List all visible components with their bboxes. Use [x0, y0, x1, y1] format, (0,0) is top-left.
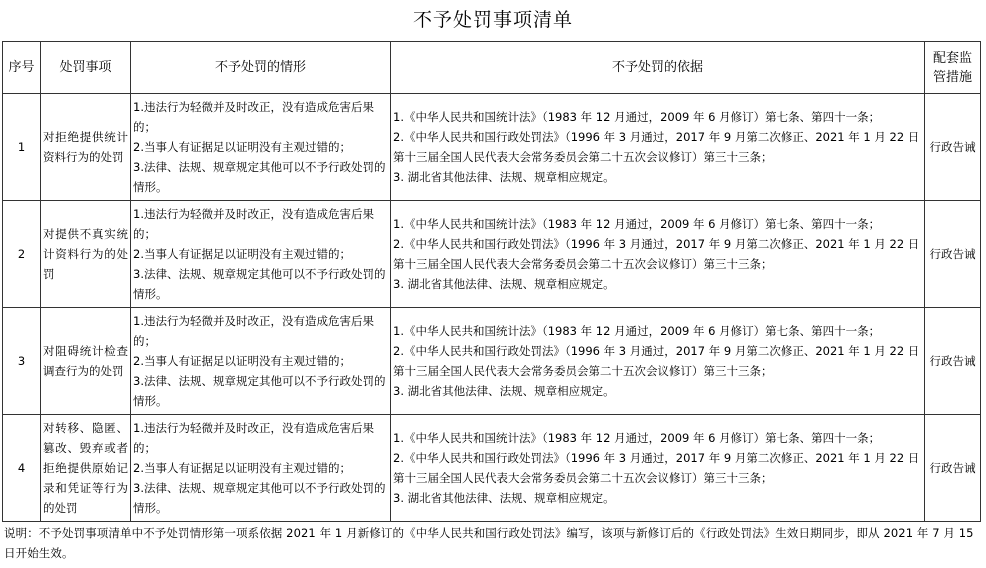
basis-line: 3. 湖北省其他法律、法规、规章相应规定。 — [393, 491, 615, 505]
table-row — [3, 94, 981, 201]
condition-line: 1.违法行为轻微并及时改正，没有造成危害后果的； — [133, 314, 374, 348]
row-measure: 行政告诫 — [925, 415, 981, 522]
row-measure: 行政告诫 — [925, 308, 981, 415]
condition-line: 3.法律、法规、规章规定其他可以不予行政处罚的情形。 — [133, 374, 386, 408]
header-measure: 配套监管措施 — [925, 42, 981, 94]
row-item: 对阻碍统计检查调查行为的处罚 — [41, 308, 131, 415]
table-row — [3, 201, 981, 308]
condition-line: 3.法律、法规、规章规定其他可以不予行政处罚的情形。 — [133, 481, 386, 515]
row-basis — [391, 201, 925, 308]
row-item: 对转移、隐匿、篡改、毁弃或者拒绝提供原始记录和凭证等行为的处罚 — [41, 415, 131, 522]
penalty-exemption-table — [2, 41, 981, 522]
row-seq: 3 — [3, 308, 41, 415]
basis-line: 2.《中华人民共和国行政处罚法》（1996 年 3 月通过，2017 年 9 月第二次修正、2021 年 1 月 22 日第十三届全国人民代表大会常务委员会第二十五次会议修订）第三十三条； — [393, 130, 920, 164]
row-item: 对提供不真实统计资料行为的处罚 — [41, 201, 131, 308]
row-conditions — [131, 94, 391, 201]
header-seq: 序号 — [3, 42, 41, 94]
table-row — [3, 415, 981, 522]
header-basis: 不予处罚的依据 — [391, 42, 925, 94]
row-basis — [391, 415, 925, 522]
row-basis — [391, 308, 925, 415]
condition-line: 2.当事人有证据足以证明没有主观过错的； — [133, 247, 351, 261]
condition-line: 3.法律、法规、规章规定其他可以不予行政处罚的情形。 — [133, 267, 386, 301]
row-measure: 行政告诫 — [925, 201, 981, 308]
condition-line: 2.当事人有证据足以证明没有主观过错的； — [133, 354, 351, 368]
table-header-row — [3, 42, 981, 94]
row-conditions — [131, 201, 391, 308]
condition-line: 1.违法行为轻微并及时改正，没有造成危害后果的； — [133, 207, 374, 241]
basis-line: 1.《中华人民共和国统计法》（1983 年 12 月通过，2009 年 6 月修订）第七条、第四十一条； — [393, 431, 881, 445]
row-seq: 4 — [3, 415, 41, 522]
row-conditions — [131, 415, 391, 522]
basis-line: 2.《中华人民共和国行政处罚法》（1996 年 3 月通过，2017 年 9 月第二次修正、2021 年 1 月 22 日第十三届全国人民代表大会常务委员会第二十五次会议修订）第三十三条； — [393, 451, 920, 485]
condition-line: 1.违法行为轻微并及时改正，没有造成危害后果的； — [133, 421, 374, 455]
table-row — [3, 308, 981, 415]
basis-line: 1.《中华人民共和国统计法》（1983 年 12 月通过，2009 年 6 月修订）第七条、第四十一条； — [393, 217, 881, 231]
basis-line: 1.《中华人民共和国统计法》（1983 年 12 月通过，2009 年 6 月修订）第七条、第四十一条； — [393, 324, 881, 338]
basis-line: 3. 湖北省其他法律、法规、规章相应规定。 — [393, 170, 615, 184]
condition-line: 3.法律、法规、规章规定其他可以不予行政处罚的情形。 — [133, 160, 386, 194]
basis-line: 3. 湖北省其他法律、法规、规章相应规定。 — [393, 384, 615, 398]
basis-line: 3. 湖北省其他法律、法规、规章相应规定。 — [393, 277, 615, 291]
basis-line: 2.《中华人民共和国行政处罚法》（1996 年 3 月通过，2017 年 9 月第二次修正、2021 年 1 月 22 日第十三届全国人民代表大会常务委员会第二十五次会议修订）第三十三条； — [393, 237, 920, 271]
row-seq: 2 — [3, 201, 41, 308]
page-title: 不予处罚事项清单 — [412, 9, 573, 31]
row-seq: 1 — [3, 94, 41, 201]
row-conditions — [131, 308, 391, 415]
row-measure: 行政告诫 — [925, 94, 981, 201]
basis-line: 2.《中华人民共和国行政处罚法》（1996 年 3 月通过，2017 年 9 月第二次修正、2021 年 1 月 22 日第十三届全国人民代表大会常务委员会第二十五次会议修订）第三十三条； — [393, 344, 920, 378]
row-item: 对拒绝提供统计资料行为的处罚 — [41, 94, 131, 201]
row-basis — [391, 94, 925, 201]
basis-line: 1.《中华人民共和国统计法》（1983 年 12 月通过，2009 年 6 月修订）第七条、第四十一条； — [393, 110, 881, 124]
header-condition: 不予处罚的情形 — [131, 42, 391, 94]
condition-line: 2.当事人有证据足以证明没有主观过错的； — [133, 461, 351, 475]
condition-line: 2.当事人有证据足以证明没有主观过错的； — [133, 140, 351, 154]
footnote: 说明：不予处罚事项清单中不予处罚情形第一项系依据 2021 年 1 月新修订的《中华人民共和国行政处罚法》编写，该项与新修订后的《行政处罚法》生效日期同步，即从 2021 年 7 月 15 日开始生效。 — [4, 526, 974, 560]
condition-line: 1.违法行为轻微并及时改正，没有造成危害后果的； — [133, 100, 374, 134]
header-item: 处罚事项 — [41, 42, 131, 94]
